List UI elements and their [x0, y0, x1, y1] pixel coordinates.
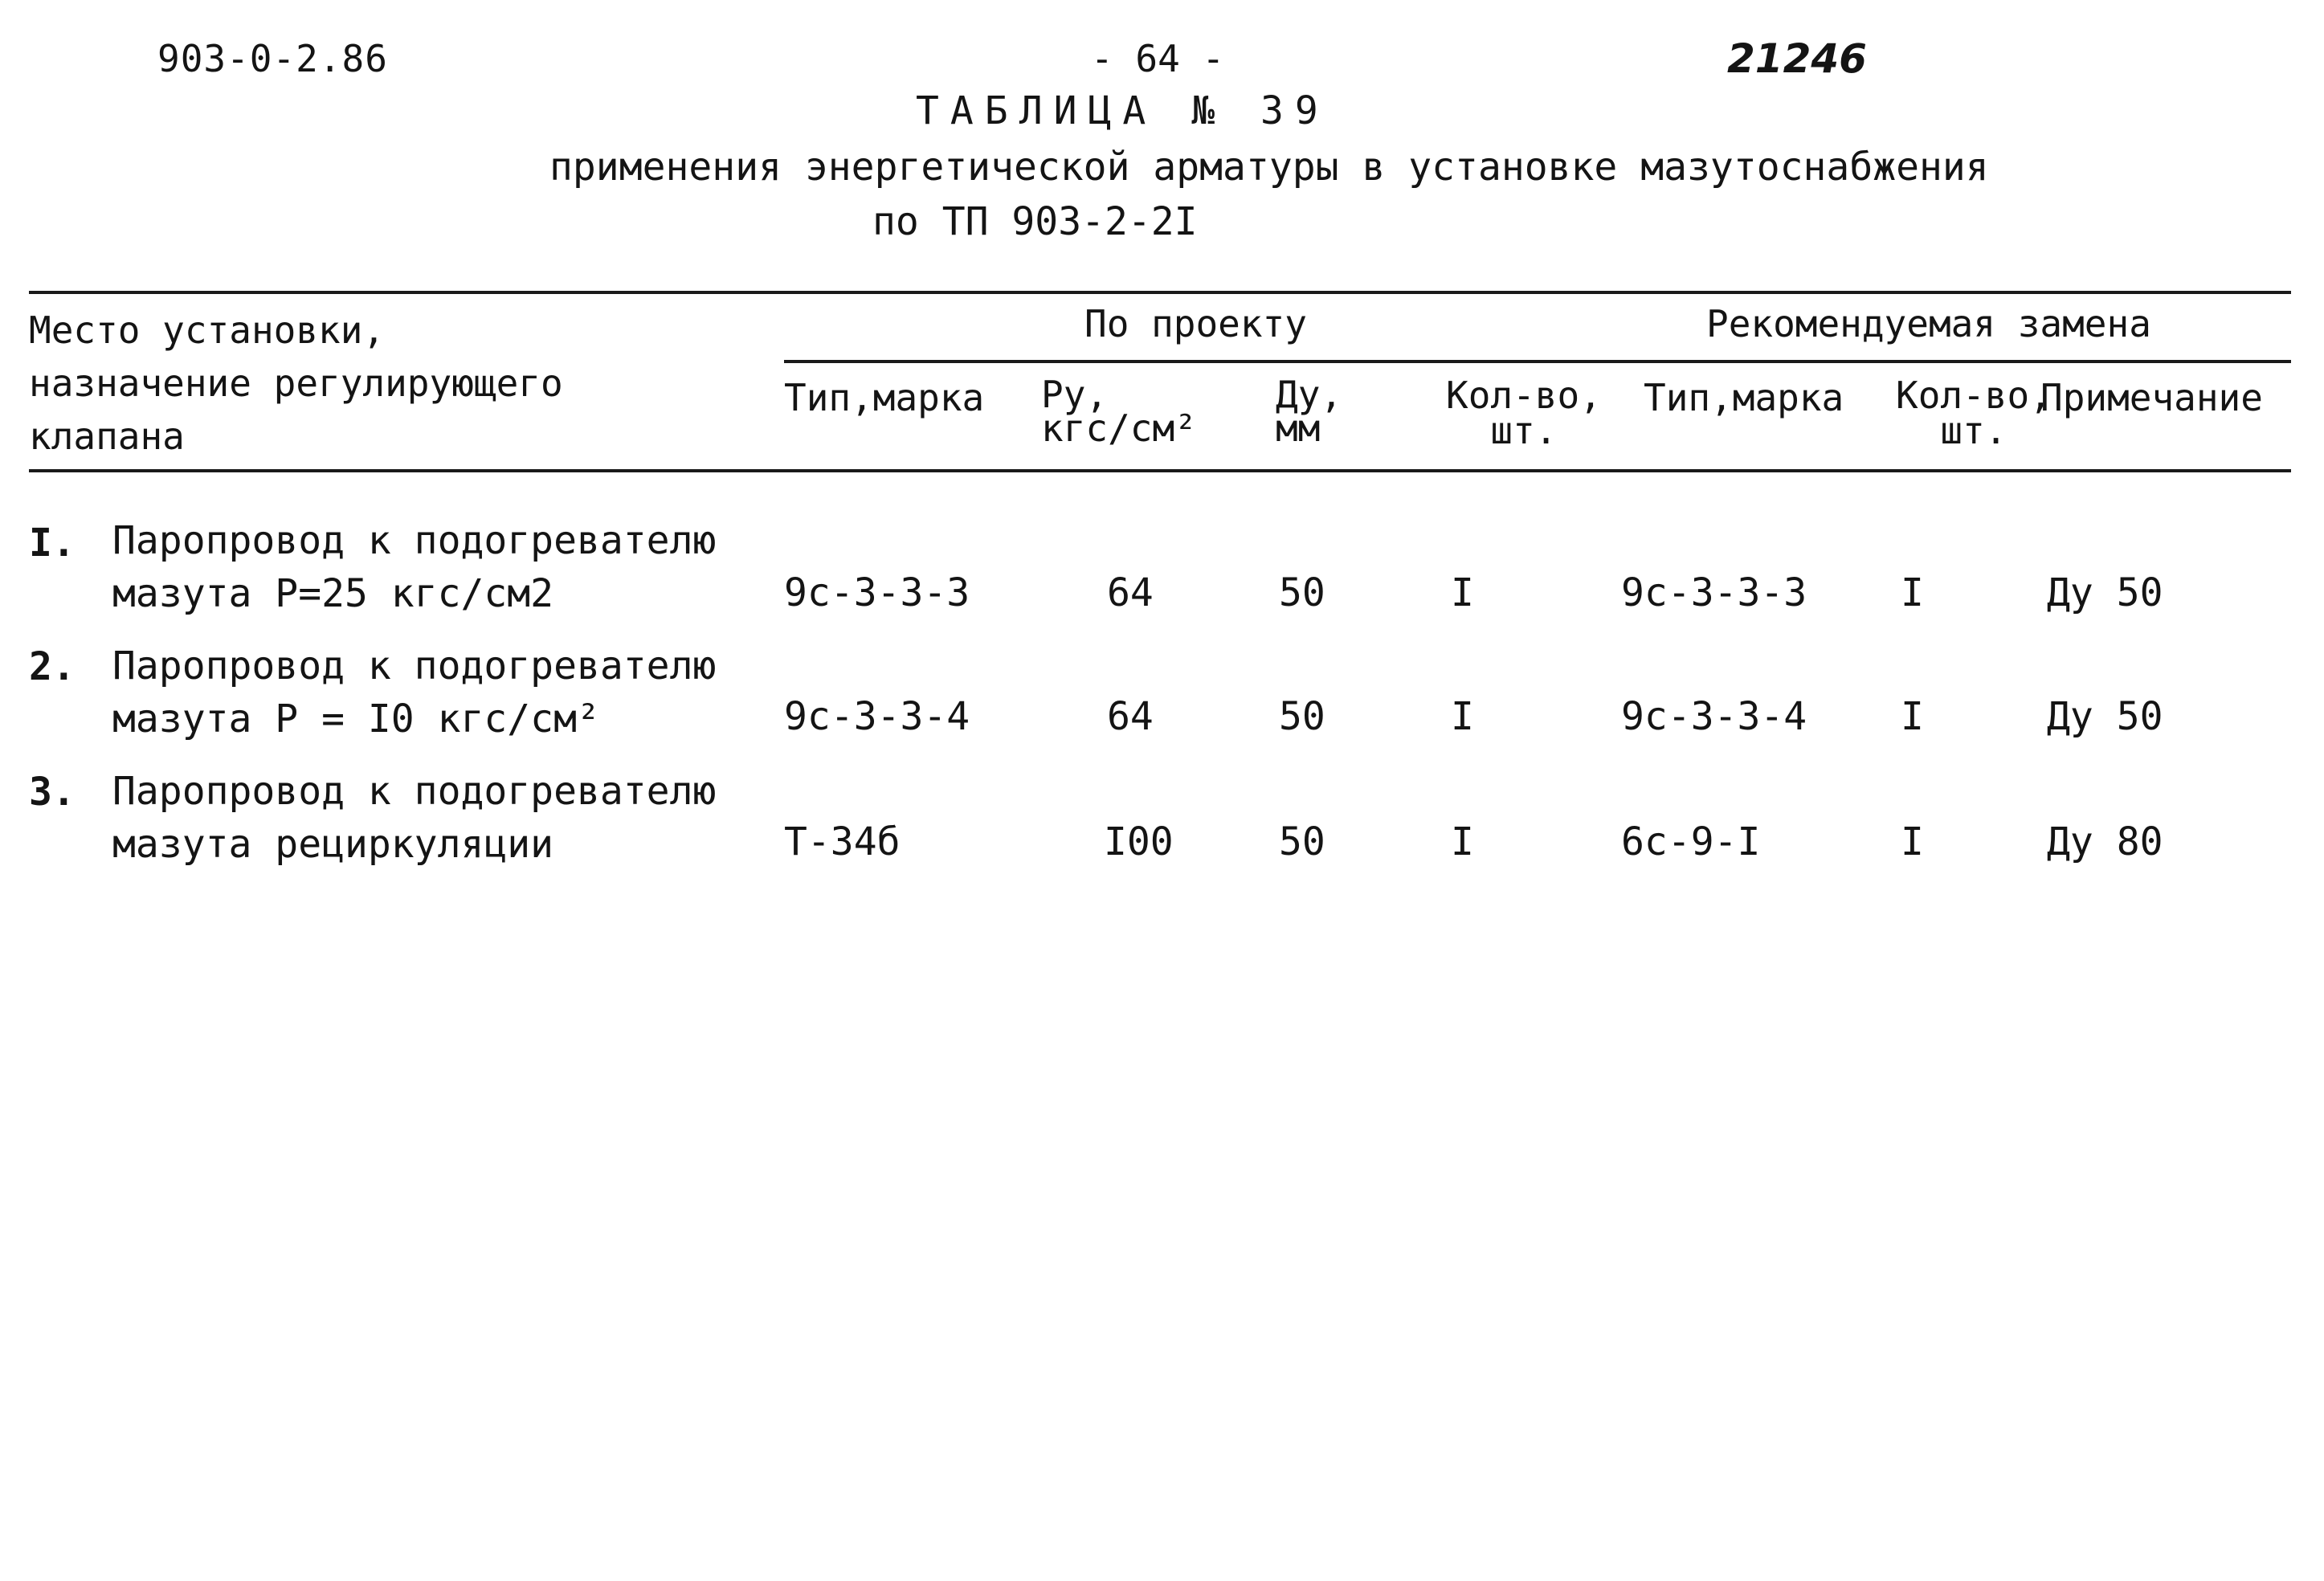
group-header-project: По проекту	[1084, 302, 1307, 345]
row-diameter: 50	[1279, 694, 1325, 739]
column-header-type: Тип,марка	[784, 376, 985, 419]
group-header-rule	[784, 360, 2291, 363]
row-place: Паропровод к подогревателю мазута Р=25 кгс/см2	[112, 518, 717, 616]
row-number: 2.	[29, 644, 76, 689]
row-note: Ду 50	[2047, 570, 2163, 615]
row-diameter: 50	[1279, 570, 1325, 615]
column-header-replacement-type: Тип,марка	[1644, 376, 1844, 419]
document-code: 903-0-2.86	[157, 37, 388, 80]
column-header-diameter: Ду, мм	[1276, 373, 1343, 450]
row-diameter: 50	[1279, 819, 1325, 864]
row-type: 9с-3-3-4	[784, 694, 970, 739]
header-bottom-rule	[29, 469, 2291, 472]
column-header-quantity: Кол-во, шт.	[1446, 374, 1602, 452]
page-number: - 64 -	[1091, 37, 1225, 80]
row-type: 9с-3-3-3	[784, 570, 970, 615]
row-quantity: I	[1451, 819, 1474, 864]
row-place: Паропровод к подогревателю мазута Р = I0 кгс/см²	[112, 643, 717, 741]
table-subtitle-line-1: применения энергетической арматуры в установке мазутоснабжения	[549, 145, 1989, 190]
row-replacement-quantity: I	[1901, 570, 1924, 615]
row-note: Ду 50	[2047, 694, 2163, 739]
row-pressure: I00	[1104, 819, 1174, 864]
column-header-replacement-quantity: Кол-во, шт.	[1896, 374, 2052, 452]
row-replacement-type: 9с-3-3-3	[1621, 570, 1807, 615]
row-replacement-type: 9с-3-3-4	[1621, 694, 1807, 739]
row-note: Ду 80	[2047, 819, 2163, 864]
table-heading: ТАБЛИЦА № 39	[916, 88, 1329, 133]
row-pressure: 64	[1107, 570, 1154, 615]
row-pressure: 64	[1107, 694, 1154, 739]
row-quantity: I	[1451, 570, 1474, 615]
column-header-place: Место установки, назначение регулирующего клапана	[29, 308, 563, 458]
handwritten-number: 21246	[1727, 35, 1867, 82]
column-header-note: Примечание	[2040, 376, 2263, 419]
table-top-rule	[29, 291, 2291, 294]
row-type: Т-34б	[784, 819, 901, 864]
row-replacement-quantity: I	[1901, 694, 1924, 739]
row-number: 3.	[29, 770, 76, 815]
row-replacement-quantity: I	[1901, 819, 1924, 864]
row-quantity: I	[1451, 694, 1474, 739]
column-header-pressure: Ру, кгс/см²	[1041, 373, 1197, 450]
table-subtitle-line-2: по ТП 903-2-2I	[872, 199, 1198, 244]
row-number: I.	[29, 521, 76, 566]
row-place: Паропровод к подогревателю мазута рециркуляции	[112, 769, 717, 867]
row-replacement-type: 6с-9-I	[1621, 819, 1761, 864]
group-header-replacement: Рекомендуемая замена	[1706, 302, 2151, 345]
